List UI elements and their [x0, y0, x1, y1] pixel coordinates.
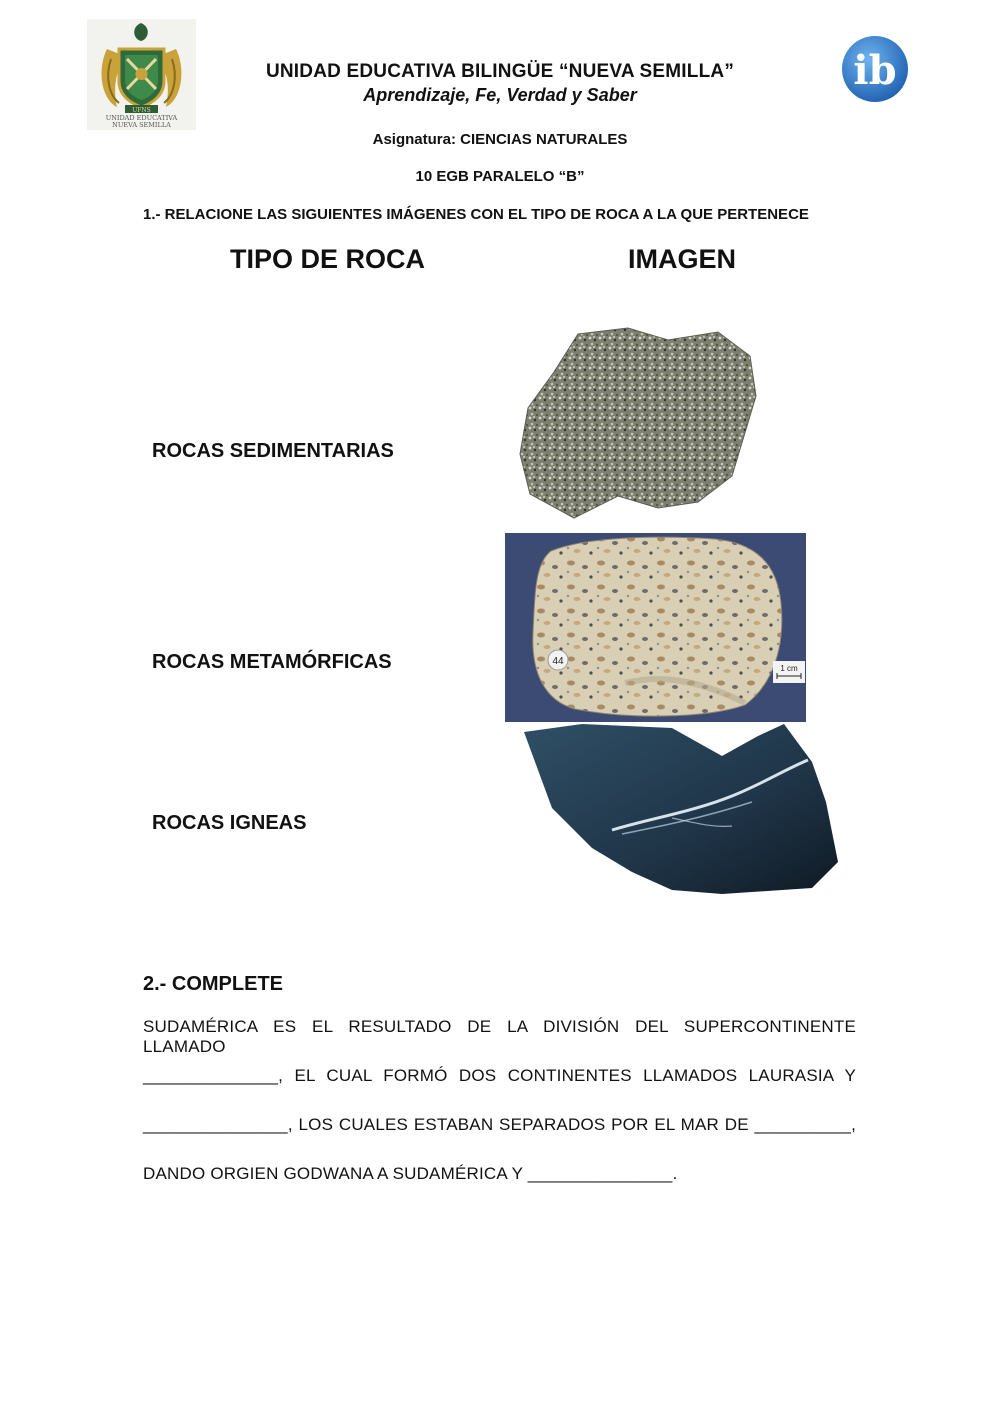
column-heading-type: TIPO DE ROCA: [230, 244, 426, 274]
logo-ribbon-text: UFNS: [132, 107, 151, 114]
school-motto: Aprendizaje, Fe, Verdad y Saber: [363, 85, 637, 105]
question-1-prompt: 1.- RELACIONE LAS SIGUIENTES IMÁGENES CON EL TIPO DE ROCA A LA QUE PERTENECE: [143, 206, 809, 223]
fill-in-line-4: DANDO ORGIEN GODWANA A SUDAMÉRICA Y _______________.: [143, 1164, 678, 1183]
rock-photo-breccia: [505, 533, 806, 722]
rock-type-sedimentary: ROCAS SEDIMENTARIAS: [152, 440, 394, 462]
question-2-title: 2.- COMPLETE: [143, 973, 284, 995]
grade-line: 10 EGB PARALELO “B”: [415, 168, 585, 185]
fill-in-line-3: _______________, LOS CUALES ESTABAN SEPARADOS POR EL MAR DE __________,: [143, 1115, 856, 1134]
fill-in-line-2: ______________, EL CUAL FORMÓ DOS CONTINENTES LLAMADOS LAURASIA Y: [143, 1066, 856, 1085]
photo-tag-number: 44: [552, 656, 564, 667]
photo-scale-label: 1 cm: [780, 664, 798, 673]
logo-caption-2: NUEVA SEMILLA: [112, 121, 171, 129]
rock-type-metamorphic: ROCAS METAMÓRFICAS: [152, 651, 392, 673]
subject-line: Asignatura: CIENCIAS NATURALES: [372, 131, 628, 148]
ib-logo-text: ib: [853, 47, 897, 94]
rock-type-igneous: ROCAS IGNEAS: [152, 812, 307, 834]
rock-photo-granite: [518, 326, 758, 520]
column-heading-image: IMAGEN: [628, 244, 736, 274]
school-name: UNIDAD EDUCATIVA BILINGÜE “NUEVA SEMILLA”: [265, 61, 735, 82]
fill-in-line-1: SUDAMÉRICA ES EL RESULTADO DE LA DIVISIÓN DEL SUPERCONTINENTE LLAMADO: [143, 1017, 856, 1056]
rock-photo-veined: [522, 722, 840, 897]
logo-caption-1: UNIDAD EDUCATIVA: [105, 114, 178, 122]
